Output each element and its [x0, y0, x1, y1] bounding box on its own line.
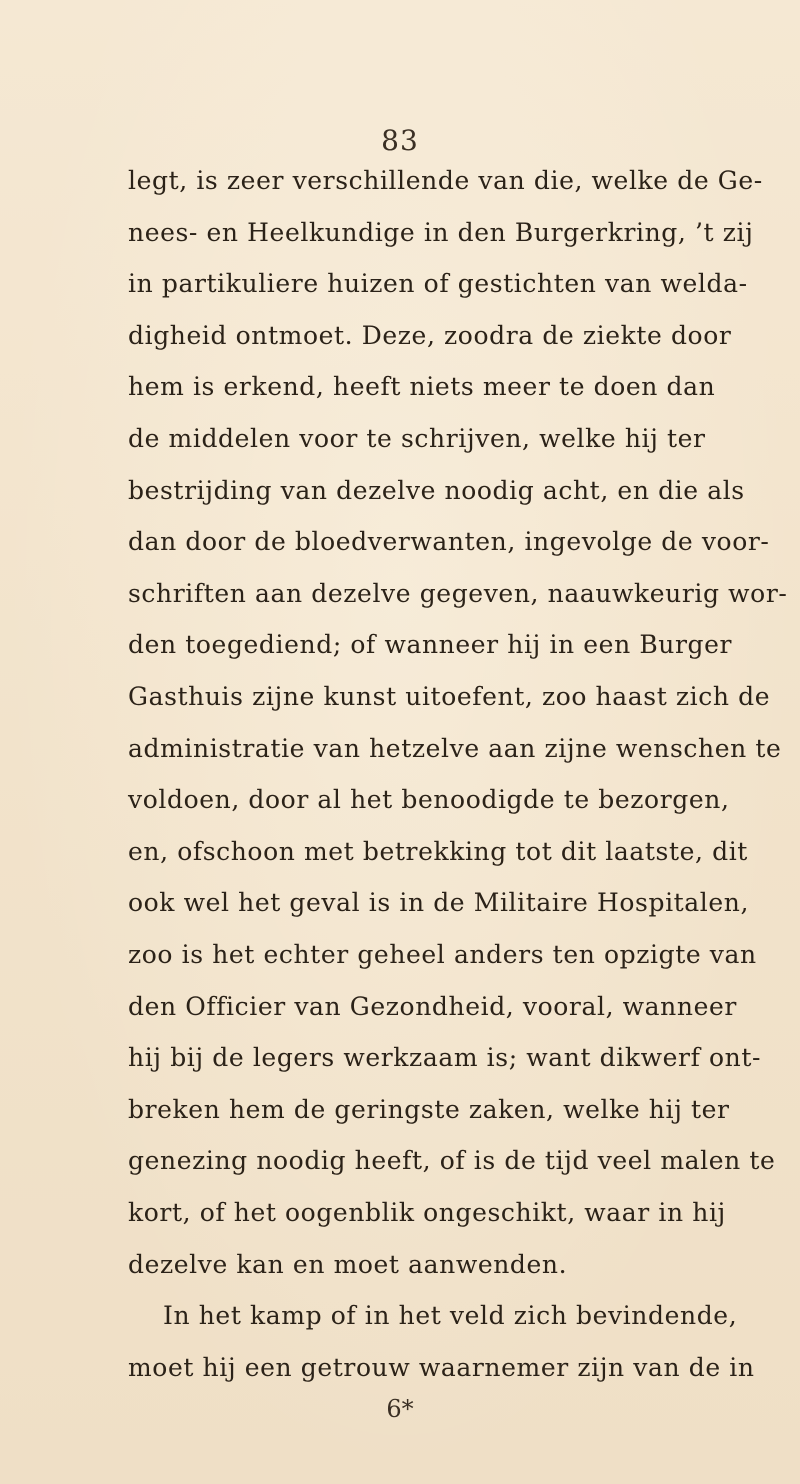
- text-line: dezelve kan en moet aanwenden.: [128, 1250, 568, 1279]
- page-number: 83: [381, 124, 419, 157]
- text-line: voldoen, door al het benoodigde te bezorgen,: [128, 785, 730, 814]
- text-line: dan door de bloedverwanten, ingevolge de voor-: [128, 527, 770, 556]
- text-line: ook wel het geval is in de Militaire Hospitalen,: [128, 888, 750, 917]
- text-line: moet hij een getrouw waarnemer zijn van de in: [128, 1353, 755, 1382]
- text-line: digheid ontmoet. Deze, zoodra de ziekte door: [128, 321, 732, 350]
- text-line: in partikuliere huizen of gestichten van welda-: [128, 269, 748, 298]
- text-line: kort, of het oogenblik ongeschikt, waar in hij: [128, 1198, 726, 1227]
- text-line: den Officier van Gezondheid, vooral, wanneer: [128, 992, 737, 1021]
- text-line: en, ofschoon met betrekking tot dit laatste, dit: [128, 837, 748, 866]
- signature-mark: 6*: [386, 1395, 414, 1423]
- text-line: hem is erkend, heeft niets meer te doen dan: [128, 372, 716, 401]
- text-line: administratie van hetzelve aan zijne wenschen te: [128, 734, 782, 763]
- text-line: den toegediend; of wanneer hij in een Burger: [128, 630, 733, 659]
- text-line: schriften aan dezelve gegeven, naauwkeurig wor-: [128, 579, 788, 608]
- text-line: legt, is zeer verschillende van die, welke de Ge-: [128, 166, 763, 195]
- text-line: breken hem de geringste zaken, welke hij ter: [128, 1095, 730, 1124]
- text-line: In het kamp of in het veld zich bevindende,: [163, 1301, 738, 1330]
- text-line: genezing noodig heeft, of is de tijd veel malen te: [128, 1146, 776, 1175]
- text-line: bestrijding van dezelve noodig acht, en die als: [128, 476, 745, 505]
- text-line: de middelen voor te schrijven, welke hij ter: [128, 424, 706, 453]
- text-line: Gasthuis zijne kunst uitoefent, zoo haast zich de: [128, 682, 771, 711]
- text-line: zoo is het echter geheel anders ten opzigte van: [128, 940, 757, 969]
- text-line: hij bij de legers werkzaam is; want dikwerf ont-: [128, 1043, 762, 1072]
- text-line: nees- en Heelkundige in den Burgerkring, ’t zij: [128, 218, 754, 247]
